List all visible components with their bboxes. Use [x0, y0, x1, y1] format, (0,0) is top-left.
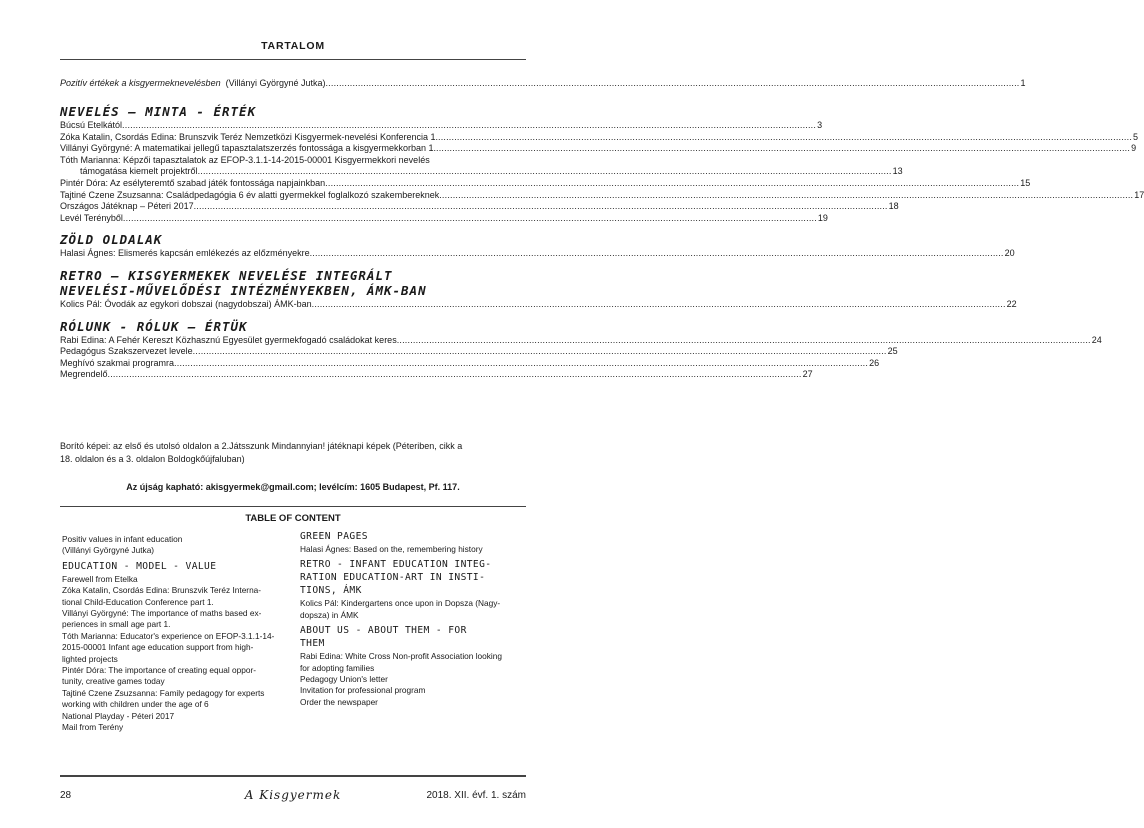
english-toc-title: TABLE OF CONTENT — [245, 513, 341, 524]
english-section-heading: ABOUT US - ABOUT THEM - FOR — [300, 625, 467, 637]
english-toc-item: Order the newspaper — [300, 696, 378, 707]
section-heading: NEVELÉS – MINTA - ÉRTÉK — [60, 104, 257, 119]
english-toc-item: Invitation for professional program — [300, 685, 426, 696]
title-rule — [60, 59, 526, 60]
toc-entry — [60, 189, 1144, 202]
toc-entry-page: 19 — [817, 212, 828, 223]
magazine-name: A Kisgyermek — [244, 788, 342, 802]
contact-line: Az újság kapható: akisgyermek@gmail.com; levélcím: 1605 Budapest, Pf. 117. — [126, 482, 460, 492]
toc-entry-title: Meghívó szakmai programra — [60, 357, 175, 368]
english-toc-item: tunity, creative games today — [62, 676, 165, 687]
english-toc-item: Kolics Pál: Kindergartens once upon in Dopsza (Nagy- — [300, 598, 501, 609]
english-toc-item: Mail from Terény — [62, 722, 124, 733]
english-toc-item: 2015-00001 Infant age education support from high- — [62, 642, 254, 653]
toc-entry — [60, 369, 813, 381]
toc-entry-title: Zóka Katalin, Csordás Edina: Brunszvik Teréz Nemzetközi Kisgyermek-nevelési Konferencia 1. — [60, 131, 438, 142]
english-toc-item: lighted projects — [62, 653, 118, 664]
english-section-heading: RETRO - INFANT EDUCATION INTEG- — [300, 559, 492, 571]
english-section-heading: EDUCATION - MODEL - VALUE — [62, 560, 217, 572]
toc-intro — [60, 78, 1026, 90]
page-title: TARTALOM — [261, 40, 325, 52]
english-toc-item: for adopting families — [300, 662, 375, 673]
issue-info: 2018. XII. évf. 1. szám — [426, 790, 526, 801]
english-toc-left-column — [62, 534, 290, 734]
toc-entry-title: Országos Játéknap – Péteri 2017 — [60, 201, 194, 212]
toc-entry-title: Levél Terényből — [60, 212, 123, 223]
page-number: 28 — [60, 790, 72, 801]
cover-caption — [60, 440, 526, 466]
toc-entry-title: Búcsú Etelkától — [60, 120, 123, 130]
english-section-heading: THEM — [300, 638, 325, 650]
toc-entry — [60, 212, 828, 225]
english-toc-item: Pedagogy Union's letter — [300, 674, 388, 685]
toc-entry-page: 24 — [1091, 334, 1102, 345]
toc-entry — [60, 78, 1026, 90]
toc-entry-page: 1 — [1020, 78, 1026, 88]
toc-entry — [60, 298, 1017, 311]
toc-entry-page: 17 — [1134, 189, 1144, 200]
toc-entry-title: Tajtiné Czene Zsuzsanna: Családpedagógia 6 év alatti gyermekkel foglalkozó szakembereknek — [60, 189, 440, 200]
english-toc-item: (Villányi Györgyné Jutka) — [62, 545, 155, 556]
english-toc-item: dopsza) in ÁMK — [300, 609, 359, 620]
english-toc-item: working with children under the age of 6 — [62, 699, 209, 710]
english-rule — [60, 506, 526, 507]
toc-entry-page: 13 — [892, 166, 903, 177]
toc-entry-title: Villányi Györgyné: A matematikai jellegű tapasztalatszerzés fontossága a kisgyermekkorban 1. — [60, 143, 437, 154]
toc-entry-title: Pedagógus Szakszervezet levele — [60, 346, 193, 357]
toc-entry-title: Tóth Marianna: Képzői tapasztalatok az EFOP-3.1.1-14-2015-00001 Kisgyermekkori nevelés — [60, 154, 430, 165]
toc-entry-continued — [60, 166, 903, 178]
toc-entry-title: Rabi Edina: A Fehér Kereszt Közhasznú Egyesület gyermekfogadó családokat keres — [60, 334, 397, 345]
english-toc-item: Rabi Edina: White Cross Non-profit Association looking — [300, 651, 502, 662]
toc-entry — [60, 131, 1139, 144]
toc-entry-page: 9 — [1131, 143, 1137, 154]
english-section-heading: TIONS, ÁMK — [300, 585, 362, 597]
toc-entry-page: 25 — [887, 346, 898, 357]
toc-entry-page: 26 — [869, 357, 880, 368]
toc-entry — [60, 346, 898, 358]
english-toc-item: Villányi Györgyné: The importance of maths based ex- — [62, 608, 262, 619]
toc-entry-page: 27 — [802, 369, 813, 380]
toc-entry-author: (Villányi Györgyné Jutka) — [225, 78, 326, 88]
english-toc-item: Farewell from Etelka — [62, 573, 138, 584]
cover-caption-line: 18. oldalon és a 3. oldalon Boldogkőújfaluban) — [60, 454, 245, 464]
english-toc-item: Tajtiné Czene Zsuzsanna: Family pedagogy for experts — [62, 687, 265, 698]
english-toc-item: Tóth Marianna: Educator's experience on EFOP-3.1.1-14- — [62, 630, 275, 641]
toc-sections — [60, 96, 1144, 381]
english-toc-right-column — [300, 531, 528, 708]
toc-entry-title: Pintér Dóra: Az esélyteremtő szabad játék fontossága napjainkban — [60, 177, 326, 188]
toc-entry — [60, 248, 1015, 260]
toc-entry — [60, 357, 880, 370]
toc-entry-title: Kolics Pál: Óvodák az egykori dobszai (nagydobszai) ÁMK-ban — [60, 298, 312, 309]
english-toc-item: Halasi Ágnes: Based on the, remembering history — [300, 544, 483, 554]
english-section-heading: GREEN PAGES — [300, 531, 368, 542]
toc-entry-page: 22 — [1006, 298, 1017, 309]
toc-entry-page: 3 — [817, 120, 823, 130]
english-toc-item: National Playday - Péteri 2017 — [62, 710, 175, 721]
english-section-heading: RATION EDUCATION-ART IN INSTI- — [300, 572, 486, 584]
section-heading: NEVELÉSI-MŰVELŐDÉSI INTÉZMÉNYEKBEN, ÁMK-BAN — [60, 282, 427, 298]
footer-rule — [60, 775, 526, 777]
toc-entry — [60, 334, 1102, 347]
toc-entry-page: 5 — [1133, 131, 1139, 142]
toc-entry-page: 15 — [1020, 177, 1031, 188]
cover-caption-line: Borító képei: az első és utolsó oldalon a 2.Játsszunk Mindannyian! játéknapi képek (Péteriben, cikk a — [60, 441, 463, 451]
section-heading: RÓLUNK - RÓLUK – ÉRTÜK — [60, 318, 248, 334]
toc-entry-title: Megrendelő — [60, 369, 108, 380]
english-toc-item: tional Child-Education Conference part 1. — [62, 596, 214, 607]
toc-entry — [60, 143, 1137, 155]
english-toc-item: Pintér Dóra: The importance of creating equal oppor- — [62, 665, 257, 676]
english-toc-item: Positiv values in infant education — [62, 534, 183, 544]
toc-entry-title: Pozitív értékek a kisgyermeknevelésben — [60, 78, 221, 88]
section-heading: ZÖLD OLDALAK — [60, 232, 163, 248]
section-heading: RETRO – KISGYERMEKEK NEVELÉSE INTEGRÁLT — [60, 267, 393, 283]
toc-entry-page: 20 — [1004, 248, 1015, 259]
toc-entry — [60, 120, 823, 132]
toc-page — [60, 0, 1144, 828]
toc-entry-title: támogatása kiemelt projektről — [80, 166, 198, 177]
english-toc-item: Zóka Katalin, Csordás Edina: Brunszvik Teréz Interna- — [62, 585, 262, 596]
english-toc-item: periences in small age part 1. — [62, 619, 171, 630]
toc-entry — [60, 177, 1031, 190]
toc-entry-title: Halasi Ágnes: Elismerés kapcsán emlékezés az előzményekre — [60, 248, 310, 259]
toc-entry — [60, 155, 526, 167]
toc-entry-page: 18 — [888, 201, 899, 212]
toc-entry — [60, 201, 899, 213]
